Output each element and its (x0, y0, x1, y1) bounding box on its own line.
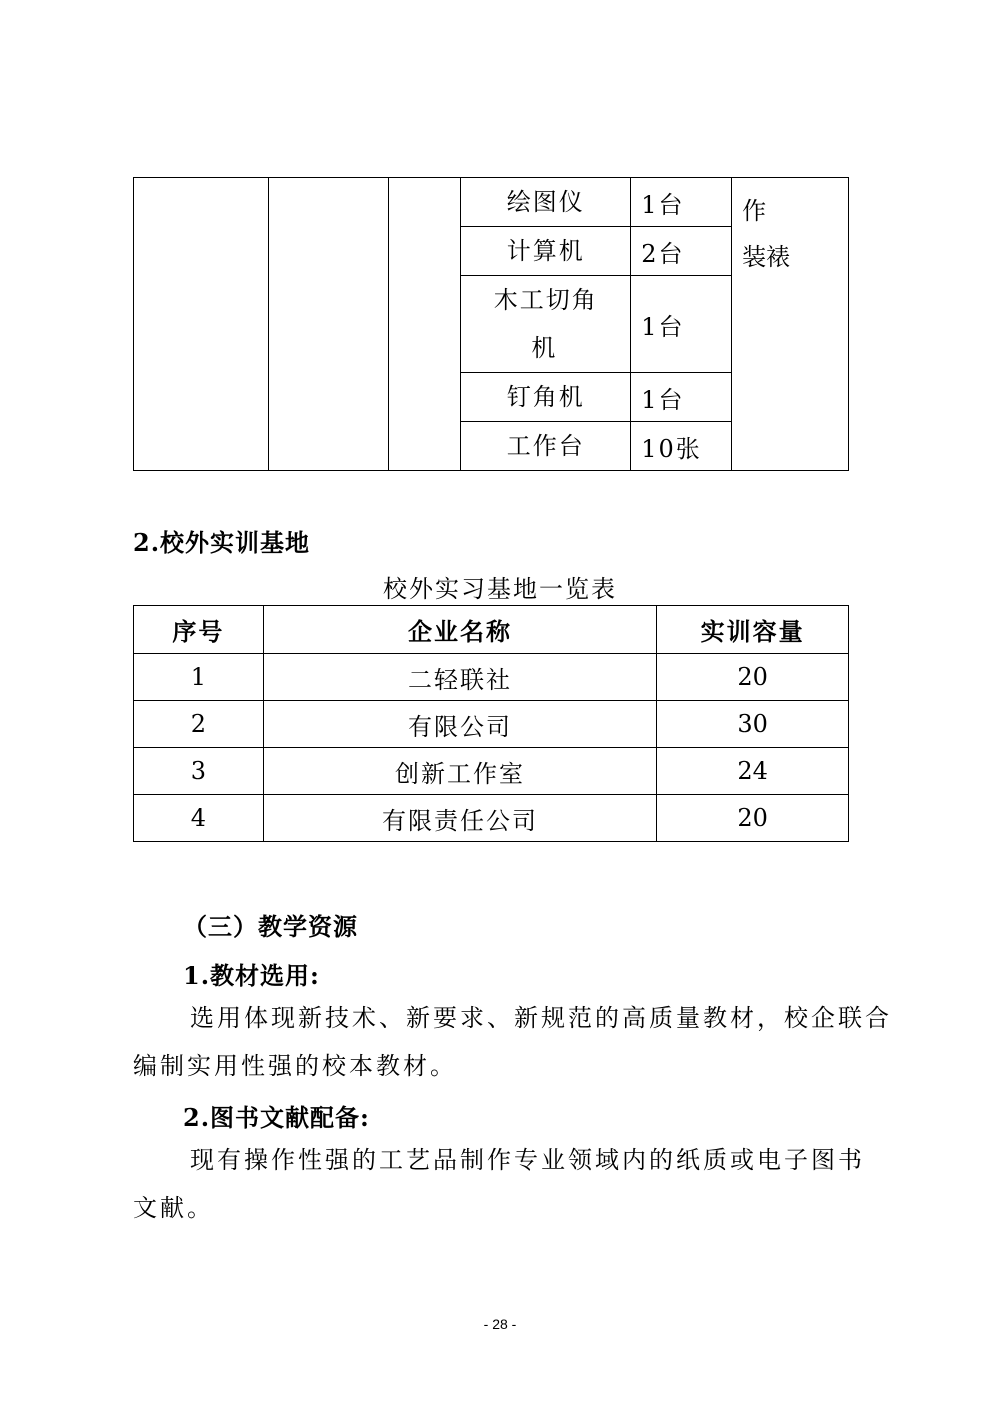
capacity: 24 (657, 748, 849, 795)
equipment-qty: 2台 (631, 227, 732, 276)
note-line: 作 (742, 197, 767, 225)
subsection-heading: 1.教材选用: (183, 961, 320, 990)
item-line: 木工切角 (493, 286, 598, 314)
table-row (134, 701, 849, 748)
column-header: 实训容量 (657, 606, 849, 654)
section-heading: 2.校外实训基地 (133, 528, 311, 557)
section-heading: （三）教学资源 (183, 912, 358, 941)
equipment-qty: 10张 (631, 422, 732, 471)
paragraph-line: 选用体现新技术、新要求、新规范的高质量教材，校企联合 (190, 1004, 892, 1032)
subsection-heading: 2.图书文献配备: (183, 1103, 370, 1132)
equipment-table (133, 177, 849, 471)
equipment-item: 钉角机 (461, 373, 631, 422)
table-row (134, 795, 849, 842)
column-header: 企业名称 (263, 606, 656, 654)
table-row (134, 654, 849, 701)
equipment-item (461, 276, 631, 373)
table-caption: 校外实习基地一览表 (383, 575, 617, 603)
company-name: 二轻联社 (263, 654, 656, 701)
row-index: 1 (134, 654, 264, 701)
note-line: 装裱 (742, 243, 791, 271)
row-index: 2 (134, 701, 264, 748)
empty-cell (388, 178, 461, 471)
paragraph-line: 现有操作性强的工艺品制作专业领域内的纸质或电子图书 (190, 1146, 865, 1174)
company-name: 创新工作室 (263, 748, 656, 795)
capacity: 30 (657, 701, 849, 748)
paragraph-line: 编制实用性强的校本教材。 (133, 1052, 457, 1080)
page-number: - 28 - (483, 1316, 517, 1332)
table-header-row (134, 606, 849, 654)
company-name: 有限责任公司 (263, 795, 656, 842)
equipment-item: 工作台 (461, 422, 631, 471)
equipment-item: 计算机 (461, 227, 631, 276)
empty-cell (134, 178, 269, 471)
capacity: 20 (657, 654, 849, 701)
equipment-qty: 1台 (631, 373, 732, 422)
row-index: 4 (134, 795, 264, 842)
equipment-qty: 1台 (631, 178, 732, 227)
training-base-table (133, 605, 849, 842)
row-index: 3 (134, 748, 264, 795)
company-name: 有限公司 (263, 701, 656, 748)
capacity: 20 (657, 795, 849, 842)
paragraph-line: 文献。 (133, 1194, 214, 1222)
table-row (134, 748, 849, 795)
equipment-note (732, 178, 849, 471)
column-header: 序号 (134, 606, 264, 654)
item-line: 机 (531, 334, 558, 362)
empty-cell (268, 178, 388, 471)
equipment-qty: 1台 (631, 276, 732, 373)
equipment-item: 绘图仪 (461, 178, 631, 227)
